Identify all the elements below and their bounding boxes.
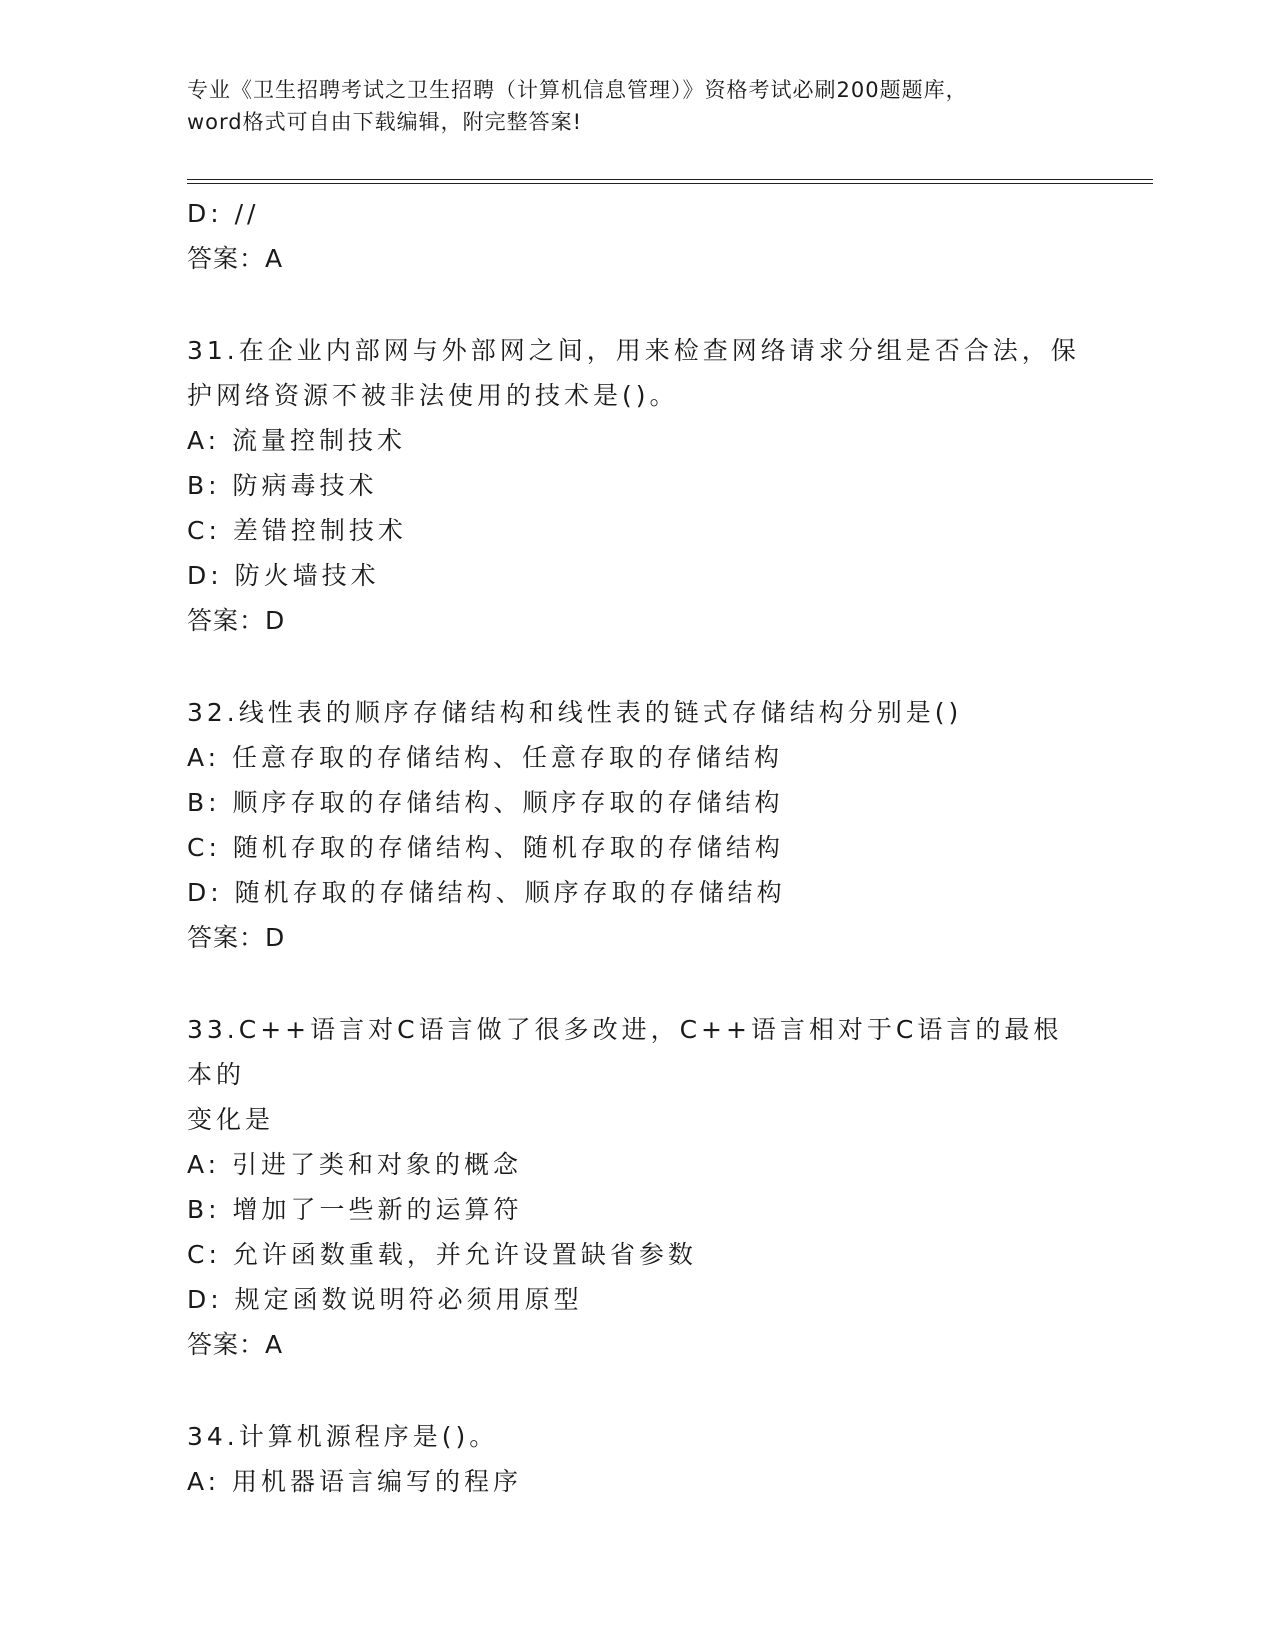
- option-a: A: 流量控制技术: [187, 426, 407, 455]
- answer-line: 答案：A: [187, 1330, 284, 1359]
- document-body: [187, 191, 1087, 1504]
- question-stem-line-1: 32.线性表的顺序存储结构和线性表的链式存储结构分别是(): [187, 698, 963, 727]
- carryover-block: [187, 191, 1087, 281]
- option-c: C: 允许函数重载，并允许设置缺省参数: [187, 1240, 697, 1269]
- question-34: [187, 1414, 1087, 1504]
- header-divider-top: [187, 179, 1153, 180]
- option-d: D: 规定函数说明符必须用原型: [187, 1285, 583, 1314]
- option-b: B: 增加了一些新的运算符: [187, 1195, 523, 1224]
- option-b: B: 防病毒技术: [187, 471, 378, 500]
- header-divider-bottom: [187, 183, 1153, 184]
- question-31: [187, 328, 1087, 643]
- question-stem-line-2: 护网络资源不被非法使用的技术是()。: [187, 381, 679, 410]
- answer-line: 答案：D: [187, 606, 286, 635]
- option-a: A: 任意存取的存储结构、任意存取的存储结构: [187, 743, 784, 772]
- option-a: A: 引进了类和对象的概念: [187, 1150, 523, 1179]
- option-d: D: //: [187, 199, 260, 228]
- question-stem-line-1: 31.在企业内部网与外部网之间，用来检查网络请求分组是否合法，保: [187, 336, 1080, 365]
- question-33: [187, 1007, 1087, 1367]
- option-d: D: 随机存取的存储结构、顺序存取的存储结构: [187, 878, 786, 907]
- option-b: B: 顺序存取的存储结构、顺序存取的存储结构: [187, 788, 784, 817]
- question-stem-line-2: 变化是: [187, 1105, 275, 1134]
- answer-line: 答案：D: [187, 923, 286, 952]
- header-title-line-1: 专业《卫生招聘考试之卫生招聘（计算机信息管理）》资格考试必刷200题题库，: [187, 78, 968, 102]
- answer-line: 答案：A: [187, 244, 284, 273]
- document-header: [187, 74, 1087, 138]
- header-title-line-2: word格式可自由下载编辑，附完整答案!: [187, 110, 583, 134]
- question-stem-line-1: 34.计算机源程序是()。: [187, 1422, 499, 1451]
- question-32: [187, 690, 1087, 960]
- option-d: D: 防火墙技术: [187, 561, 380, 590]
- question-stem-line-1: 33.C++语言对C语言做了很多改进，C++语言相对于C语言的最根本的: [187, 1015, 1063, 1089]
- option-a: A: 用机器语言编写的程序: [187, 1467, 523, 1496]
- option-c: C: 差错控制技术: [187, 516, 407, 545]
- option-c: C: 随机存取的存储结构、随机存取的存储结构: [187, 833, 784, 862]
